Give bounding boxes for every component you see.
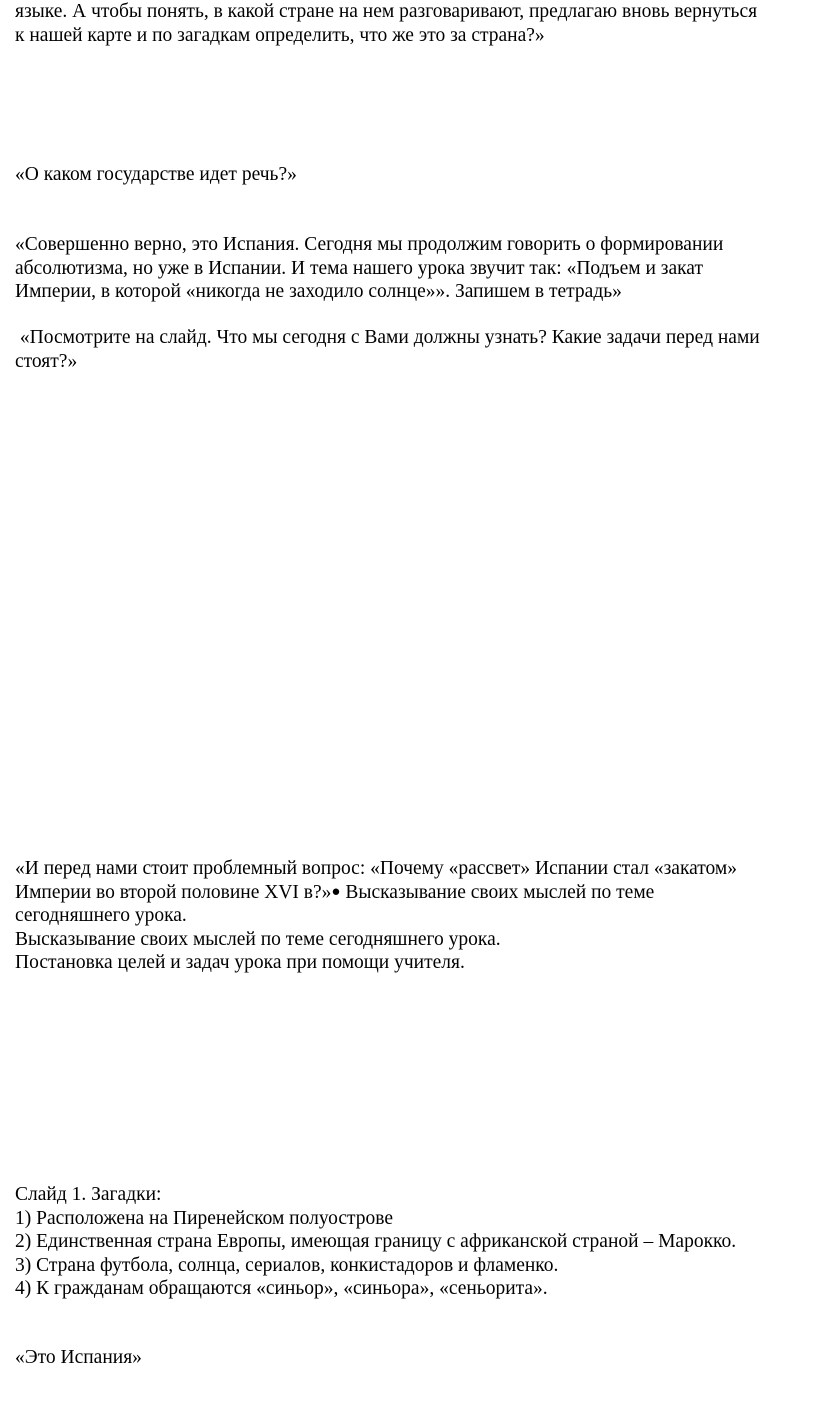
riddle-item: 1) Расположена на Пиренейском полуострове [15, 1207, 394, 1229]
riddle-item: 4) К гражданам обращаются «синьор», «синьора», «сеньорита». [15, 1278, 548, 1299]
slide1-riddles [15, 1183, 805, 1301]
text-line: «Посмотрите на слайд. Что мы сегодня с Вами должны узнать? Какие задачи перед нами [15, 327, 760, 348]
intro-paragraph [15, 0, 805, 47]
text-line: «О каком государстве идет речь?» [15, 164, 297, 185]
confirm-paragraph [15, 233, 805, 304]
slide-prompt-paragraph [15, 326, 805, 373]
text-line: сегодняшнего урока. [15, 905, 187, 926]
text-line: абсолютизма, но уже в Испании. И тема нашего урока звучит так: «Подъем и закат [15, 257, 703, 279]
text-line: языке. А чтобы понять, в какой стране на нем разговаривают, предлагаю вновь вернуться [15, 1, 758, 22]
text-line: к нашей карте и по загадкам определить, что же это за страна?» [15, 24, 545, 46]
answer-paragraph [15, 1346, 805, 1370]
text-line: «И перед нами стоит проблемный вопрос: «Почему «рассвет» Испании стал «закатом» [15, 858, 738, 879]
slide1-title: Слайд 1. Загадки: [15, 1184, 162, 1205]
text-line: «Совершенно верно, это Испания. Сегодня мы продолжим говорить о формировании [15, 234, 724, 255]
text-line: Высказывание своих мыслей по теме сегодняшнего урока. [15, 928, 501, 950]
bullet-icon: ● [331, 883, 341, 900]
text-line: Постановка целей и задач урока при помощи учителя. [15, 952, 465, 973]
text-fragment: Империи во второй половине XVI в?» [15, 881, 332, 903]
text-line: стоят?» [15, 350, 78, 372]
text-line [15, 881, 805, 905]
riddle-item: 3) Страна футбола, солнца, сериалов, конкистадоров и фламенко. [15, 1254, 559, 1276]
riddle-item: 2) Единственная страна Европы, имеющая границу с африканской страной – Марокко. [15, 1231, 737, 1252]
question-paragraph [15, 163, 805, 187]
problem-paragraph [15, 857, 805, 975]
text-fragment: Высказывание своих мыслей по теме [340, 881, 655, 903]
text-line: «Это Испания» [15, 1347, 142, 1368]
text-line: Империи, в которой «никогда не заходило солнце»». Запишем в тетрадь» [15, 281, 622, 302]
